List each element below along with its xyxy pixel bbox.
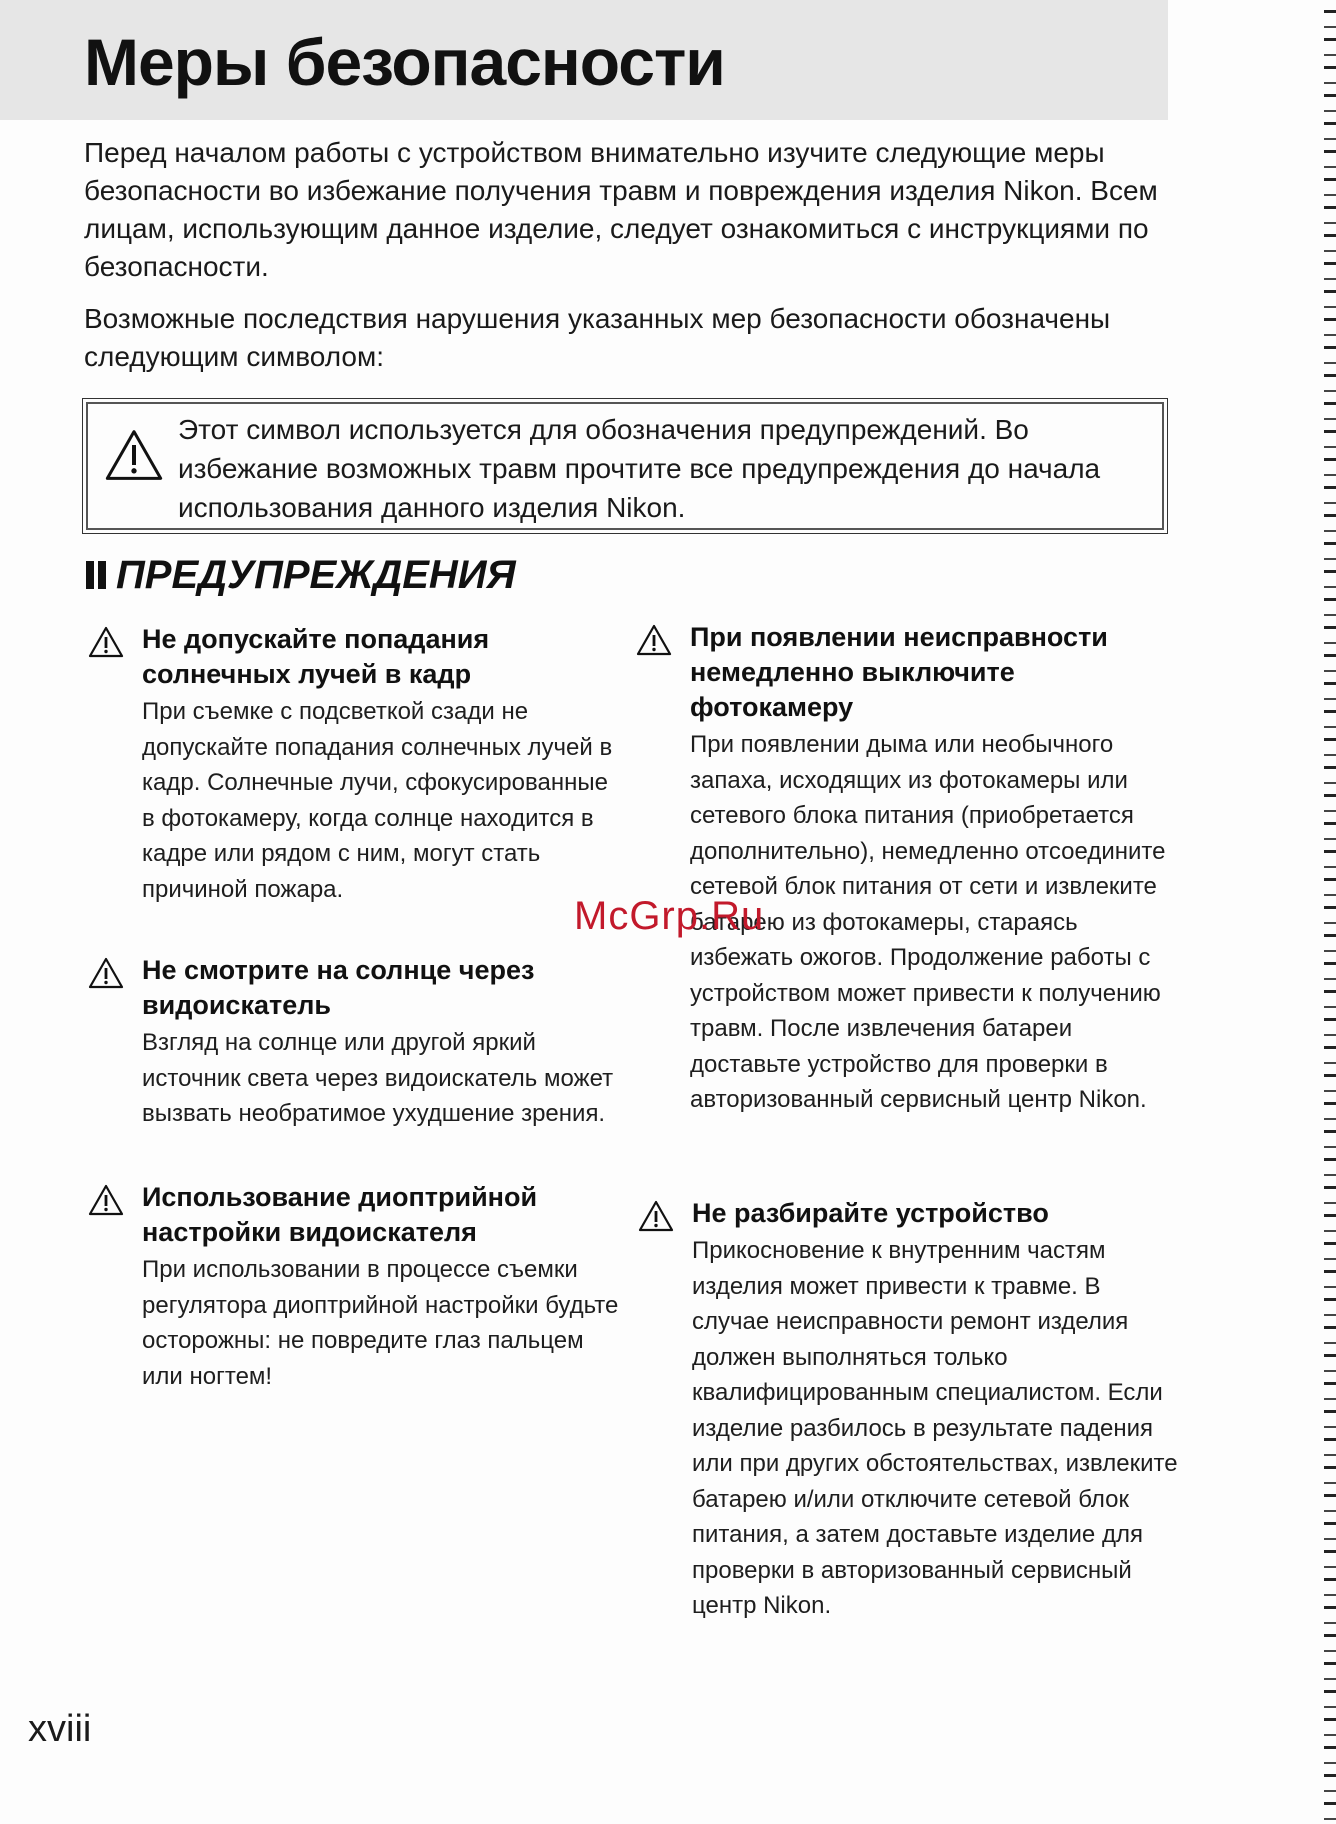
section-heading-text: ПРЕДУПРЕЖДЕНИЯ bbox=[116, 553, 516, 597]
warning-body: При использовании в процессе съемки регулятора диоптрийной настройки будьте осторожны: не повредите глаз пальцем или ногтем! bbox=[142, 1256, 619, 1390]
watermark: McGrp.Ru bbox=[574, 894, 765, 938]
page-edge bbox=[1324, 0, 1336, 1824]
intro-paragraph: Перед началом работы с устройством внимательно изучите следующие меры безопасности во избежание получения травм и повреждения изделия Nikon. Всем лицам, использующим данное изделие, следует ознакомиться с инструкциями по безопасности. bbox=[84, 137, 1158, 282]
warning-body: Взгляд на солнце или другой яркий источник света через видоискатель может вызвать необратимое ухудшение зрения. bbox=[142, 1029, 614, 1127]
warning-body: При съемке с подсветкой сзади не допускайте попадания солнечных лучей в кадр. Солнечные лучи, сфокусированные в фотокамеру, когда солнце находится в кадре или рядом с ним, могут стать причиной пожара. bbox=[142, 698, 613, 903]
intro-paragraph-symbol: Возможные последствия нарушения указанных мер безопасности обозначены следующим символом: bbox=[84, 303, 1111, 372]
warning-heading: Использование диоптрийной настройки видоискателя bbox=[142, 1182, 538, 1247]
warning-item bbox=[88, 1180, 628, 1394]
warning-triangle-icon bbox=[88, 626, 124, 658]
page-title: Меры безопасности bbox=[84, 25, 725, 99]
warning-triangle-icon bbox=[88, 1184, 124, 1216]
warning-item bbox=[638, 1196, 1178, 1624]
warning-body: Прикосновение к внутренним частям изделия может привести к травме. В случае неисправности ремонт изделия должен выполняться только квалифицированным специалистом. Если изделие разбилось в результате падения или при других обстоятельствах, извлеките батарею и/или отключите сетевой блок питания, а затем доставьте изделие для проверки в авторизованный сервисный центр Nikon. bbox=[692, 1237, 1178, 1619]
section-heading bbox=[86, 552, 516, 598]
notice-inner bbox=[86, 402, 1164, 530]
notice-text: Этот символ используется для обозначения предупреждений. Во избежание возможных травм прочтите все предупреждения до начала использования данного изделия Nikon. bbox=[178, 414, 1101, 523]
warning-heading: Не допускайте попадания солнечных лучей в кадр bbox=[142, 624, 490, 689]
warning-triangle-icon bbox=[104, 428, 164, 482]
warning-triangle-icon bbox=[636, 624, 672, 656]
warning-item bbox=[636, 620, 1176, 1118]
notice-box bbox=[82, 398, 1168, 534]
warning-heading: При появлении неисправности немедленно выключите фотокамеру bbox=[690, 622, 1108, 722]
warning-body: При появлении дыма или необычного запаха, исходящих из фотокамеры или сетевого блока питания (приобретается дополнительно), немедленно отсоедините сетевой блок питания от сети и извлеките батарею из фотокамеры, стараясь избежать ожогов. Продолжение работы с устройством может привести к получению травм. После извлечения батареи доставьте устройство для проверки в авторизованный сервисный центр Nikon. bbox=[690, 731, 1166, 1113]
warning-heading: Не смотрите на солнце через видоискатель bbox=[142, 955, 535, 1020]
section-marker bbox=[86, 561, 106, 589]
page-number: xviii bbox=[28, 1708, 92, 1750]
warning-item bbox=[88, 622, 618, 907]
warning-heading: Не разбирайте устройство bbox=[692, 1198, 1049, 1228]
warning-triangle-icon bbox=[88, 957, 124, 989]
warning-triangle-icon bbox=[638, 1200, 674, 1232]
warning-item bbox=[88, 953, 618, 1132]
